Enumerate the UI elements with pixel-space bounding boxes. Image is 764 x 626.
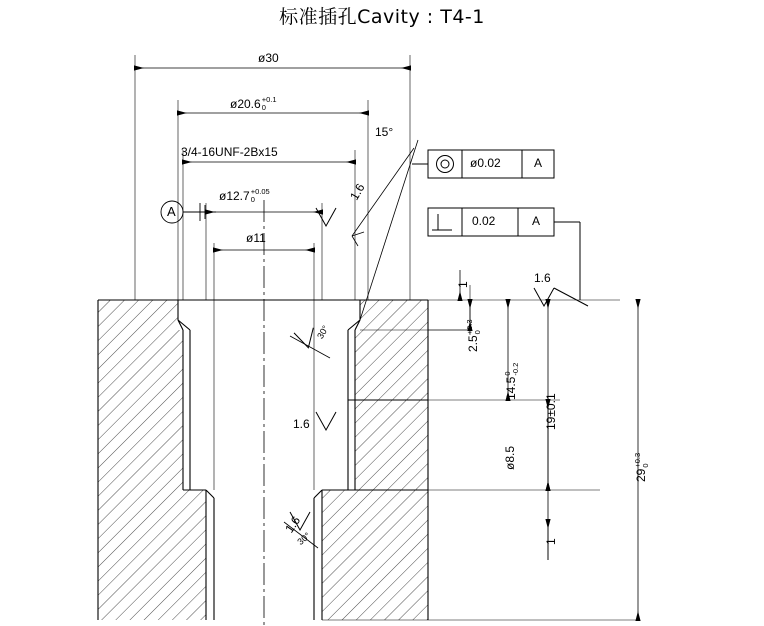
gdt-perp-datum: A — [532, 214, 541, 228]
gdt-runout-datum: A — [534, 156, 543, 170]
gdt-frame-perpendicularity — [428, 208, 580, 300]
dim-label-angle15: 15° — [375, 125, 394, 139]
dim-label-thread: 3/4-16UNF-2Bx15 — [181, 145, 278, 159]
angle-label-30-upper: 30° — [315, 323, 331, 341]
dim-label-od8_5: ø8.5 — [503, 445, 517, 470]
roughness-tick-3 — [316, 412, 336, 430]
angle-label-30-lower: 30° — [295, 530, 313, 547]
dim-label-od206: ø20.6+0.1 0 — [230, 95, 277, 112]
dim-label-29: 29+0.3 0 — [633, 452, 650, 482]
roughness-symbols-group — [290, 208, 588, 530]
hatch-right — [322, 300, 428, 620]
dim-label-14_5: 14.50 -0.2 — [503, 362, 520, 400]
roughness-tick-5 — [294, 328, 318, 351]
dim-label-19: 19±0.1 — [544, 393, 558, 430]
chamfer-leader-15deg — [352, 140, 418, 320]
page-title: 标准插孔Cavity : T4-1 — [279, 6, 485, 28]
dim-label-od11: ø11 — [246, 231, 266, 245]
datum-label-a: A — [167, 204, 176, 219]
roughness-label-3: 1.6 — [293, 417, 310, 431]
gdt-perp-tolerance: 0.02 — [472, 214, 496, 228]
gdt-runout-tolerance: ø0.02 — [470, 156, 501, 170]
dim-label-1-bottom: 1 — [544, 538, 558, 545]
roughness-tick-2 — [534, 288, 554, 306]
roughness-label-4: 1.6 — [282, 513, 304, 536]
roughness-label-1: 1.6 — [347, 181, 368, 203]
dim-label-od30: ø30 — [258, 51, 279, 65]
section-hatching-group — [98, 300, 428, 620]
dim-label-od127: ø12.7+0.05 0 — [219, 187, 270, 204]
roughness-tick-1 — [316, 208, 336, 226]
dim-label-2_5: 2.5+0.3 0 — [465, 319, 482, 352]
dim-label-1-top: 1 — [456, 281, 470, 288]
roughness-label-2: 1.6 — [534, 271, 551, 285]
